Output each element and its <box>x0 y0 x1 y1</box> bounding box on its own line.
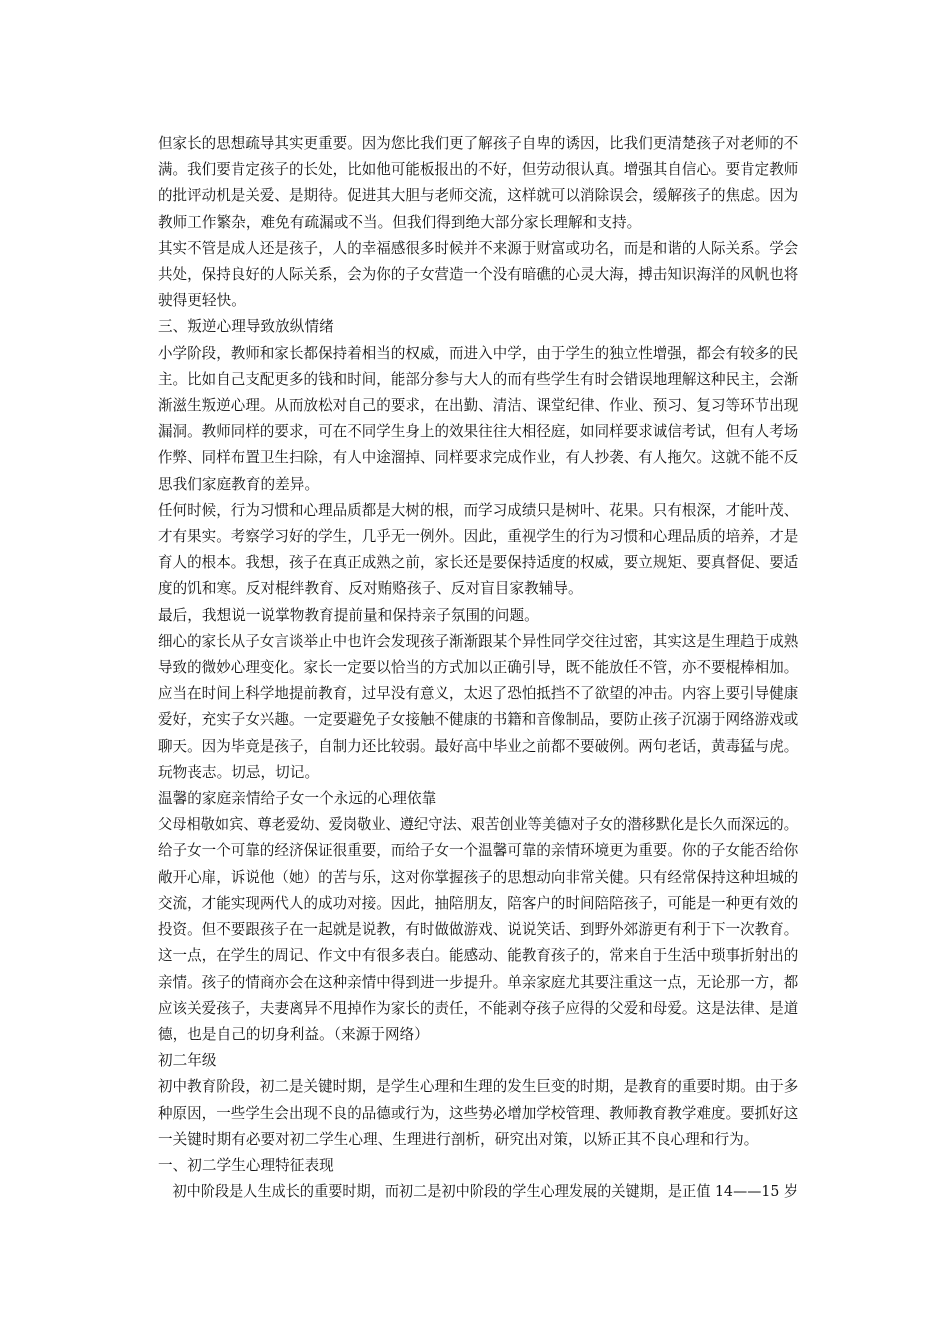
text-line: 应该关爱孩子，夫妻离异不甩掉作为家长的责任，不能剥夺孩子应得的父爱和母爱。这是法律、是道 <box>158 999 799 1017</box>
paragraph-parent-guidance <box>158 131 798 236</box>
section-heading-rebellion <box>158 314 798 340</box>
text-line: 初中阶段是人生成长的重要时期，而初二是初中阶段的学生心理发展的关键期，是正值 14——15 岁 <box>172 1183 799 1201</box>
text-line: 才有果实。考察学习好的学生，几乎无一例外。因此，重视学生的行为习惯和心理品质的培养，才是 <box>158 528 799 546</box>
text-line: 玩物丧志。切忌，切记。 <box>158 763 320 781</box>
text-line: 的批评动机是关爱、是期待。促进其大胆与老师交流，这样就可以消除误会，缓解孩子的焦虑。因为 <box>158 187 799 205</box>
section-heading-family-warmth <box>158 786 798 812</box>
text-line: 任何时候，行为习惯和心理品质都是大树的根，而学习成绩只是树叶、花果。只有根深，才能叶茂、 <box>158 501 799 519</box>
text-line: 思我们家庭教育的差异。 <box>158 475 320 493</box>
paragraph-psych-features <box>158 1179 798 1205</box>
text-line: 应当在时间上科学地提前教育，过早没有意义，太迟了恐怕抵挡不了欲望的冲击。内容上要引导健康 <box>158 685 799 703</box>
text-line: 其实不管是成人还是孩子，人的幸福感很多时候并不来源于财富或功名，而是和谐的人际关系。学会 <box>158 239 799 257</box>
text-line: 给子女一个可靠的经济保证很重要，而给子女一个温馨可靠的亲情环境更为重要。你的子女能否给你 <box>158 842 799 860</box>
heading-line: 三、叛逆心理导致放纵情绪 <box>158 318 334 336</box>
text-line: 度的饥和寒。反对棍绊教育、反对贿赂孩子、反对盲目家教辅导。 <box>158 580 583 598</box>
text-line: 满。我们要肯定孩子的长处，比如他可能板报出的不好，但劳动很认真。增强其自信心。要肯定教师 <box>158 161 799 179</box>
text-line: 亲情。孩子的情商亦会在这种亲情中得到进一步提升。单亲家庭尤其要注重这一点，无论那一方，都 <box>158 973 799 991</box>
text-line: 作弊、同样布置卫生扫除，有人中途溜掉、同样要求完成作业，有人抄袭、有人拖欠。这就不能不反 <box>158 449 799 467</box>
text-line: 敞开心扉，诉说他（她）的苦与乐，这对你掌握孩子的思想动向非常关健。只有经常保持这种坦城的 <box>158 868 799 886</box>
section-heading-psych-features <box>158 1153 798 1179</box>
text-line: 交流，才能实现两代人的成功对接。因此，抽陪朋友，陪客户的时间陪陪孩子，可能是一种更有效的 <box>158 894 799 912</box>
text-line: 德，也是自己的切身利益。（来源于网络） <box>158 1025 429 1043</box>
text-line: 一关键时期有必要对初二学生心理、生理进行剖析，研究出对策，以矫正其不良心理和行为。 <box>158 1130 759 1148</box>
heading-line: 一、初二学生心理特征表现 <box>158 1156 334 1174</box>
paragraph-relationships <box>158 236 798 315</box>
text-line: 小学阶段，教师和家长都保持着相当的权威，而进入中学，由于学生的独立性增强，都会有较多的民 <box>158 344 799 362</box>
text-line: 育人的根本。我想，孩子在真正成熟之前，家长还是要保持适度的权威，要立规矩、要真督促、要适 <box>158 554 799 572</box>
section-heading-grade-two <box>158 1048 798 1074</box>
heading-line: 温馨的家庭亲情给子女一个永远的心理依靠 <box>158 790 437 808</box>
text-line: 主。比如自己支配更多的钱和时间，能部分参与大人的而有些学生有时会错误地理解这种民主，会渐 <box>158 370 799 388</box>
text-line: 细心的家长从子女言谈举止中也许会发现孩子渐渐跟某个异性同学交往过密，其实这是生理趋于成熟 <box>158 632 799 650</box>
paragraph-habits <box>158 498 798 603</box>
paragraph-rebellion <box>158 341 798 498</box>
heading-line: 初二年级 <box>158 1052 217 1070</box>
text-line: 父母相敬如宾、尊老爱幼、爱岗敬业、遵纪守法、艰苦创业等美德对子女的潜移默化是长久而深远的。 <box>158 816 799 834</box>
text-line: 初中教育阶段，初二是关键时期，是学生心理和生理的发生巨变的时期，是教育的重要时期。由于多 <box>158 1078 799 1096</box>
text-line: 聊天。因为毕竟是孩子，自制力还比较弱。最好高中毕业之前都不要破例。两句老话，黄毒猛与虎。 <box>158 737 799 755</box>
text-line: 驶得更轻快。 <box>158 292 246 310</box>
text-line: 导致的微妙心理变化。家长一定要以恰当的方式加以正确引导，既不能放任不管，亦不要棍棒相加。 <box>158 659 799 677</box>
text-line: 渐滋生叛逆心理。从而放松对自己的要求，在出勤、清洁、课堂纪律、作业、预习、复习等环节出现 <box>158 397 799 415</box>
text-line: 最后，我想说一说掌物教育提前量和保持亲子氛围的问题。 <box>158 606 539 624</box>
text-line: 投资。但不要跟孩子在一起就是说教，有时做做游戏、说说笑话、到野外郊游更有利于下一次教育。 <box>158 921 799 939</box>
text-line: 种原因，一些学生会出现不良的品德或行为，这些势必增加学校管理、教师教育教学难度。要抓好这 <box>158 1104 799 1122</box>
text-line: 漏洞。教师同样的要求，可在不同学生身上的效果往往大相径庭，如同样要求诚信考试，但有人考场 <box>158 423 799 441</box>
text-line: 但家长的思想疏导其实更重要。因为您比我们更了解孩子自卑的诱因，比我们更清楚孩子对老师的不 <box>158 135 799 152</box>
text-line: 爱好，充实子女兴趣。一定要避免子女接触不健康的书籍和音像制品，要防止孩子沉溺于网络游戏或 <box>158 711 799 729</box>
paragraph-family-warmth <box>158 812 798 1048</box>
text-line: 共处，保持良好的人际关系，会为你的子女营造一个没有暗礁的心灵大海，搏击知识海洋的风帆也将 <box>158 266 799 284</box>
document-body <box>158 131 798 1205</box>
paragraph-finally <box>158 603 798 629</box>
text-line: 这一点，在学生的周记、作文中有很多表白。能感动、能教育孩子的，常来自于生活中琐事折射出的 <box>158 947 799 965</box>
paragraph-early-education <box>158 629 798 786</box>
paragraph-grade-two-intro <box>158 1074 798 1153</box>
text-line: 教师工作繁杂，难免有疏漏或不当。但我们得到绝大部分家长理解和支持。 <box>158 213 642 231</box>
